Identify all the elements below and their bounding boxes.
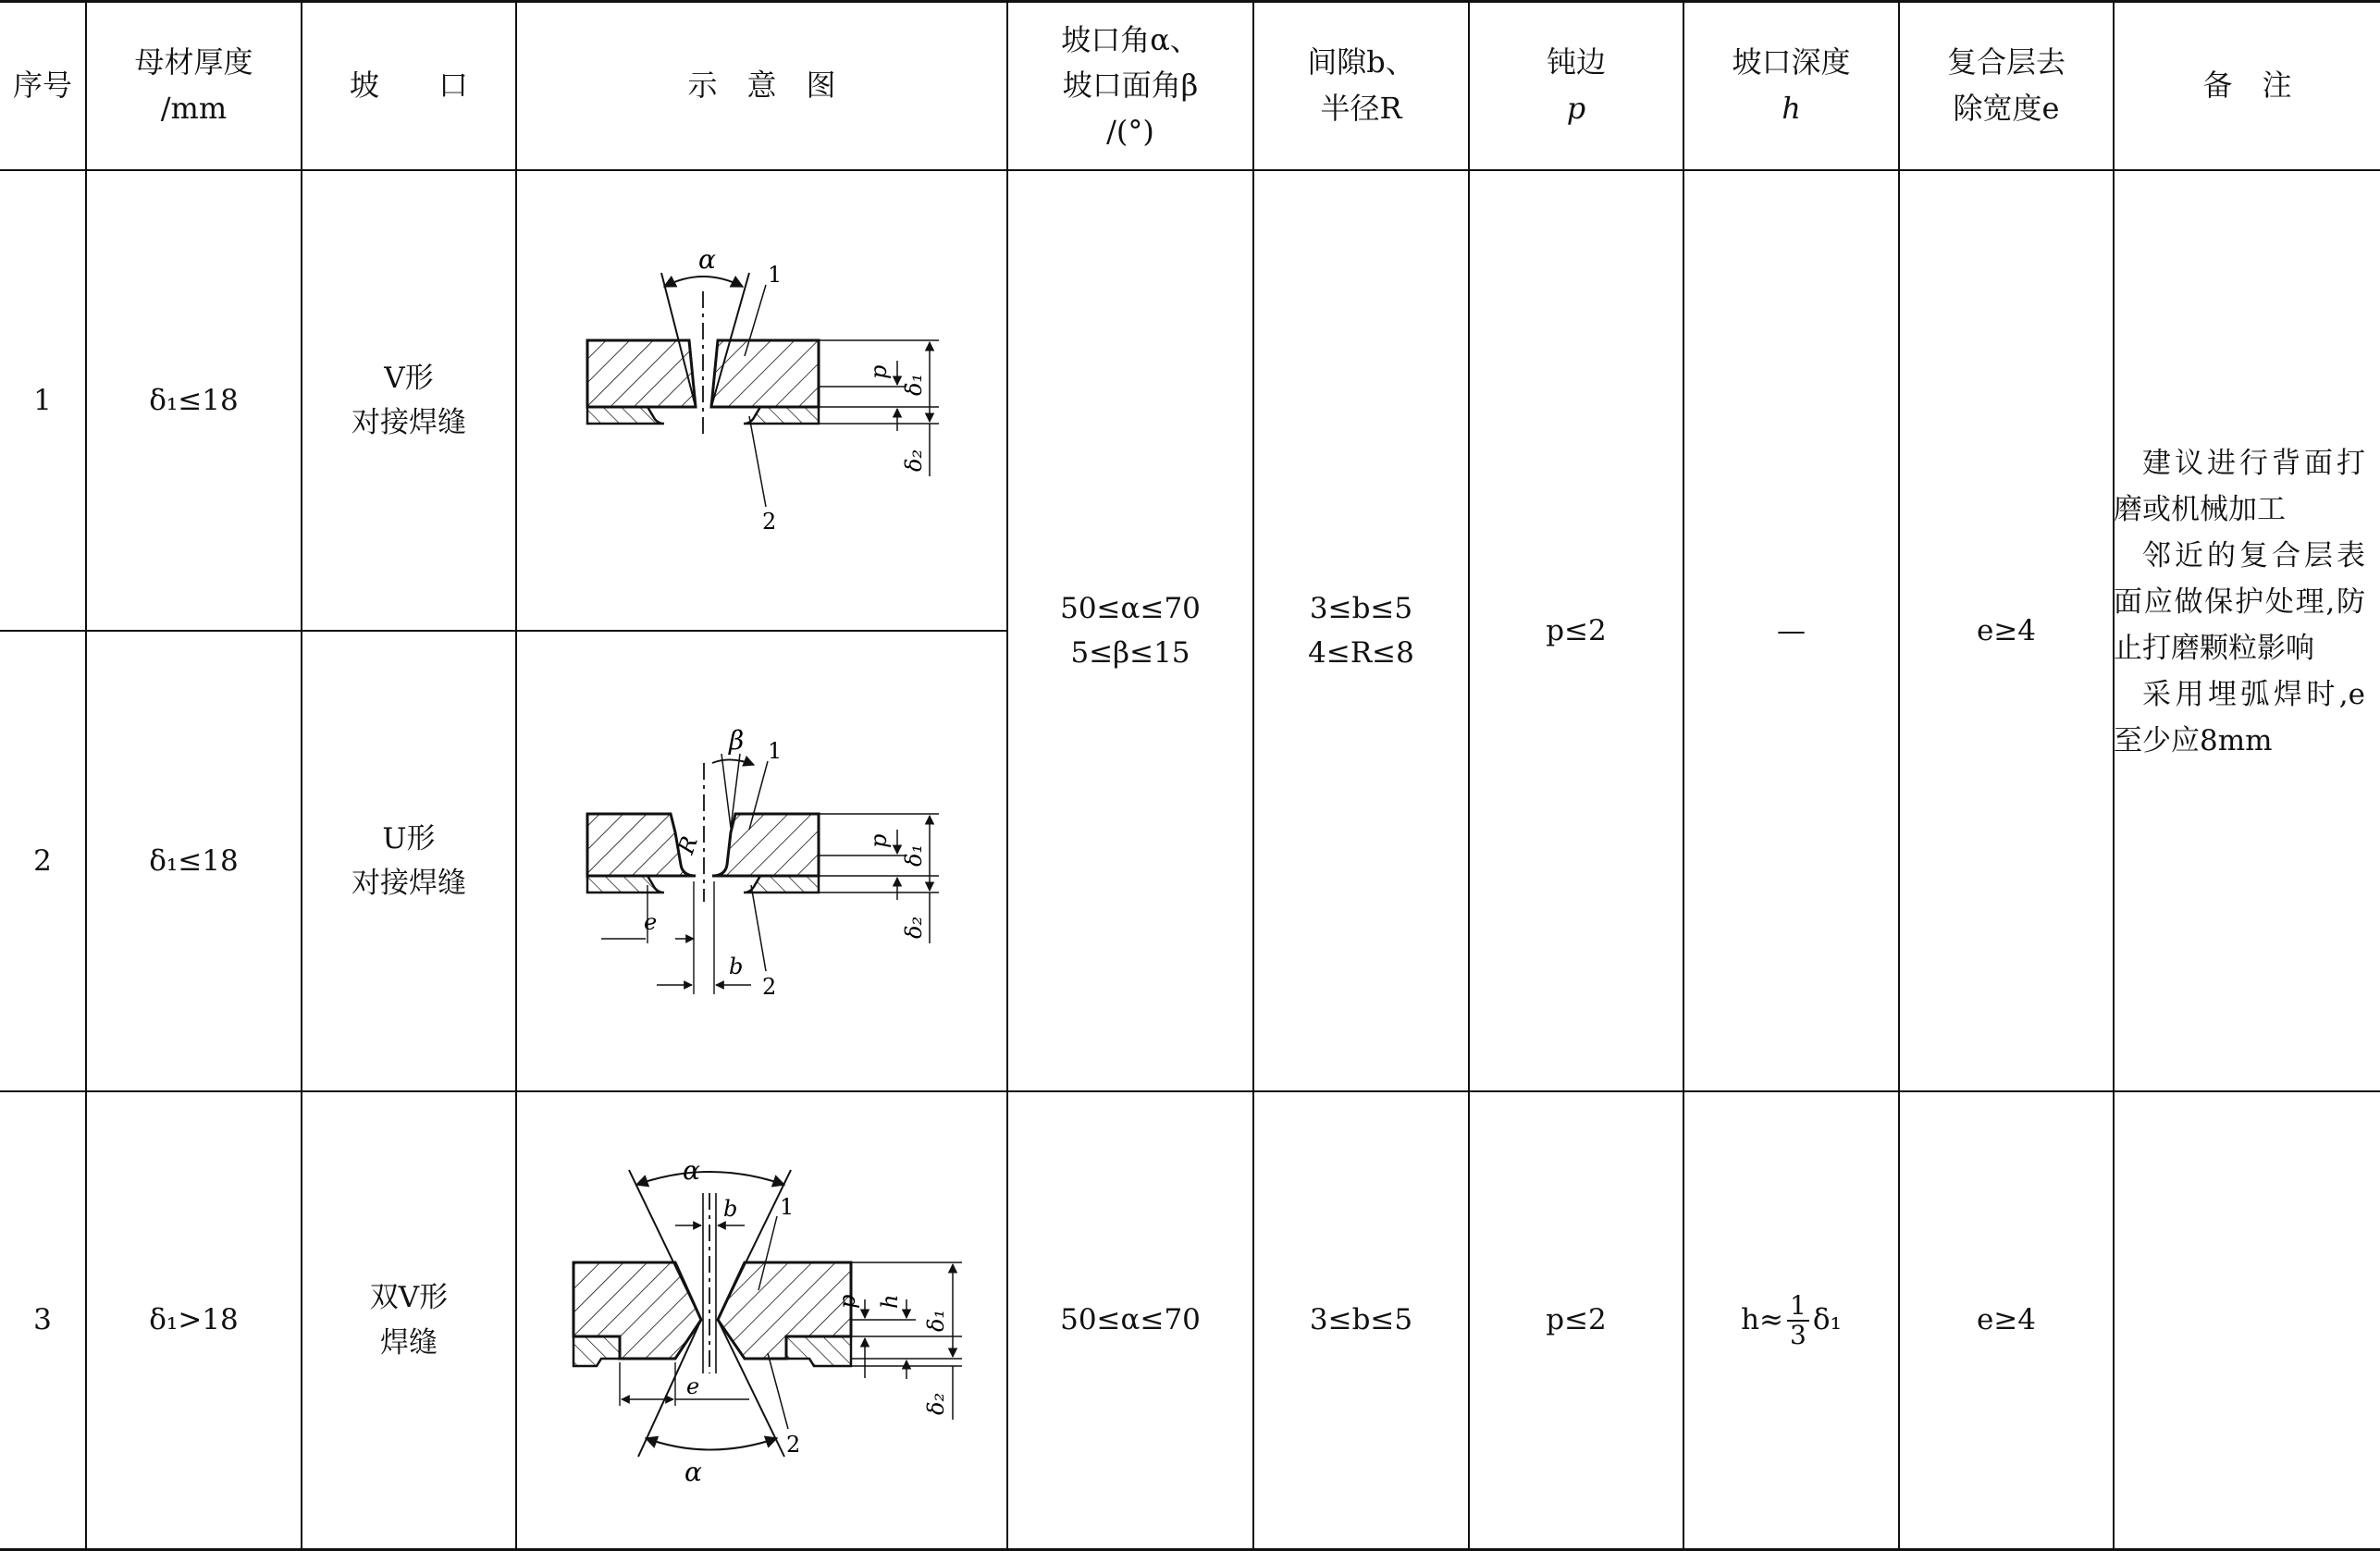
row-2-seq: 2 — [33, 843, 52, 878]
double-v-groove-diagram — [546, 1151, 990, 1484]
rows-1-2-depth: — — [1777, 613, 1806, 647]
e-label-3: e — [686, 1373, 700, 1399]
row-1-groove: V形 对接焊缝 — [351, 361, 466, 439]
header-depth: 坡口深度 h — [1732, 44, 1851, 126]
header-seq: 序号 — [12, 68, 72, 104]
remark-line-2: 邻近的复合层表面应做保护处理,防止打磨颗粒影响 — [2114, 539, 2365, 665]
header-remarks: 备 注 — [2202, 68, 2292, 104]
header-angle: 坡口角α、 坡口面角β /(°) — [1061, 21, 1200, 149]
delta2-label-2: δ₂ — [901, 916, 927, 939]
row-3-groove: 双V形 焊缝 — [369, 1281, 449, 1360]
part-1-label-3: 1 — [780, 1194, 795, 1220]
row-3-seq: 3 — [33, 1303, 52, 1337]
row-1-thickness: δ₁≤18 — [149, 383, 239, 417]
row-3-thickness: δ₁>18 — [149, 1303, 239, 1337]
delta2-label: δ₂ — [901, 449, 927, 472]
beta-label: β — [729, 725, 745, 756]
alpha-label: α — [698, 250, 716, 275]
part-2-label-2: 2 — [762, 974, 777, 1000]
row-3-depth: h≈ $\frac{1}{3}$ δ₁ — [1741, 1290, 1842, 1350]
delta1-label: δ₁ — [901, 373, 927, 396]
header-diagram: 示 意 图 — [687, 68, 836, 104]
remark-line-3: 采用埋弧焊时,e至少应8mm — [2114, 678, 2365, 757]
rows-1-2-removal: e≥4 — [1976, 613, 2037, 647]
header-groove: 坡 口 — [349, 68, 468, 104]
col-rule-3 — [515, 0, 517, 1551]
rows-1-2-angle: 50≤α≤70 5≤β≤15 — [1060, 591, 1201, 670]
h-label: h — [877, 1294, 903, 1309]
delta2-label-3: δ₂ — [923, 1392, 949, 1415]
r-label: R — [672, 832, 703, 858]
part-2-label-3: 2 — [786, 1432, 801, 1458]
p-label-2: p — [866, 833, 892, 848]
alpha-top-label: α — [683, 1155, 700, 1186]
row-3-gap: 3≤b≤5 — [1309, 1303, 1413, 1337]
row-2-thickness: δ₁≤18 — [149, 843, 239, 878]
header-gap: 间隙b、 半径R — [1307, 44, 1415, 126]
part-1-label-2: 1 — [768, 738, 783, 764]
p-label: p — [866, 364, 892, 379]
one-third-fraction: $\frac{1}{3}$ — [1787, 1292, 1809, 1348]
rows-1-2-gap: 3≤b≤5 4≤R≤8 — [1308, 591, 1414, 670]
header-thickness: 母材厚度 /mm — [134, 44, 253, 126]
row-3-angle: 50≤α≤70 — [1060, 1303, 1201, 1337]
b-label-2: b — [729, 954, 744, 979]
row-3-removal: e≥4 — [1976, 1303, 2037, 1337]
row-3-root-face: p≤2 — [1546, 1303, 1607, 1337]
v-groove-diagram — [555, 250, 980, 546]
header-removal: 复合层去 除宽度e — [1946, 44, 2066, 126]
part-1-label: 1 — [768, 262, 783, 288]
rows-1-2-root-face: p≤2 — [1546, 613, 1607, 647]
delta1-label-3: δ₁ — [923, 1309, 949, 1332]
alpha-bottom-label: α — [684, 1457, 702, 1484]
row-1-seq: 1 — [33, 383, 52, 417]
b-label-3: b — [723, 1196, 738, 1222]
e-label-2: e — [644, 909, 658, 935]
remark-line-1: 建议进行背面打磨或机械加工 — [2114, 447, 2365, 526]
col-rule-9 — [2113, 0, 2115, 1551]
rows-1-2-remarks — [2114, 440, 2365, 764]
header-root-face: 钝边 p — [1546, 44, 1606, 126]
u-groove-diagram — [555, 717, 980, 1013]
p-label-3: p — [834, 1294, 860, 1309]
part-2-label: 2 — [762, 509, 777, 535]
row-2-groove: U形 对接焊缝 — [351, 821, 466, 900]
delta1-label-2: δ₁ — [901, 843, 927, 867]
